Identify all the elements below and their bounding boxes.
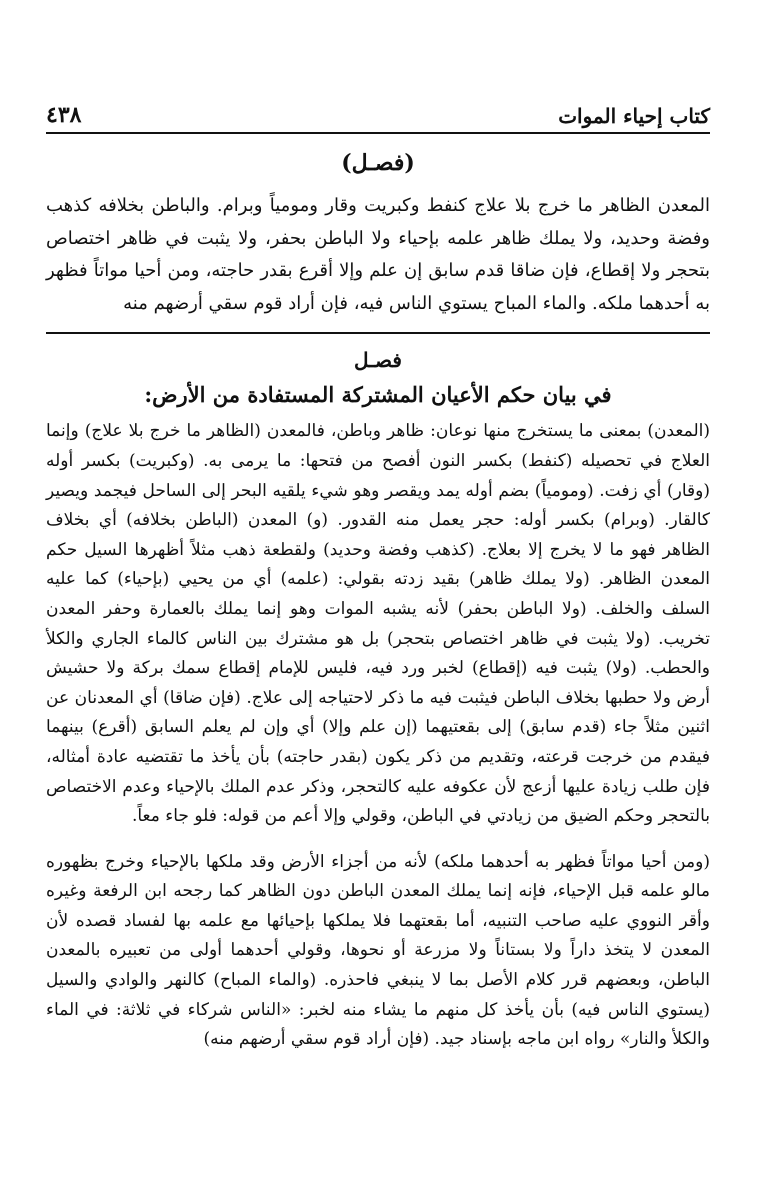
page-header: [46, 86, 710, 134]
section-divider: [46, 332, 710, 334]
running-title: كتاب إحياء الموات: [558, 104, 710, 128]
sharh-subheading: في بيان حكم الأعيان المشتركة المستفادة من الأرض:: [144, 382, 612, 408]
matn-text: المعدن الظاهر ما خرج بلا علاج كنفط وكبريت وقار ومومياً وبرام. والباطن بخلافه كذهب وفضة وحديد، ولا يملك ظاهر علمه بإحياء ولا الباطن بحفر، ولا يثبت في ظاهر اختصاص بتحجر ولا إقطاع، فإن ضاقا قدم سابق إن علم وإلا أقرع بقدر حاجته، ومن أحيا مواتاً فظهر به أحدهما ملكه. والماء المباح يستوي الناس فيه، فإن أراد قوم سقي أرضهم منه: [46, 195, 710, 314]
matn-heading: (فصـل): [341, 150, 415, 176]
page-number: ٤٣٨: [46, 102, 82, 128]
sharh-paragraph-2: (ومن أحيا مواتاً فظهر به أحدهما ملكه) لأنه من أجزاء الأرض وقد ملكها بالإحياء وخرج بظهوره مالو علمه قبل الإحياء، فإنه إنما يملك المعدن الباطن دون الظاهر كما رجحه ابن الرفعة وغيره وأقر النووي عليه صاحب التنبيه، أما بقعتهما فلا يملكها بإحيائها مع علمه بها لفساد قصده لأن المعدن لا يتخذ داراً ولا بستاناً ولا مزرعة أو نحوها، وقولي أحدهما أولى من تعبيره بالمعدن الباطن، وبعضهم قرر كلام الأصل بما لا ينبغي فاحذره. (والماء المباح) كالنهر والوادي والسيل (يستوي الناس فيه) بأن يأخذ كل منهم ما يشاء منه لخبر: «الناس شركاء في ثلاثة: في الماء والكلأ والنار» رواه ابن ماجه بإسناد جيد. (فإن أراد قوم سقي أرضهم منه): [46, 851, 710, 1050]
sharh-heading: فصـل: [354, 348, 402, 373]
sharh-paragraph-1: (المعدن) بمعنى ما يستخرج منها نوعان: ظاهر وباطن، فالمعدن (الظاهر ما خرج بلا علاج) وإنما العلاج في تحصيله (كنفط) بكسر النون أفصح من فتحها: ما يرمى به. (وكبريت) بكسر أوله (وقار) أي زفت. (ومومياً) بضم أوله يمد ويقصر وهو شيء يلقيه البحر إلى الساحل فيجمد ويصير كالقار. (وبرام) بكسر أوله: حجر يعمل منه القدور. (و) المعدن (الباطن بخلافه) أي بخلاف الظاهر فهو ما لا يخرج إلا بعلاج. (كذهب وفضة وحديد) ولقطعة ذهب مثلاً أظهرها السيل حكم المعدن الظاهر. (ولا يملك ظاهر) بقيد زدته بقولي: (علمه) أي من يحيي (بإحياء) كما عليه السلف والخلف. (ولا الباطن بحفر) لأنه يشبه الموات وهو إنما يملك بالعمارة وحفر المعدن تخريب. (ولا يثبت في ظاهر اختصاص بتحجر) بل هو مشترك بين الناس كالماء الجاري والكلأ والحطب. (ولا) يثبت فيه (إقطاع) لخبر ورد فيه، فليس للإمام إقطاع سمك بركة ولا حشيش أرض ولا حطبها بخلاف الباطن فيثبت فيه ما ذكر لاحتياجه إلى علاج. (فإن ضاقا) أي المعدنان عن اثنين مثلاً جاء (قدم سابق) إلى بقعتيهما (إن علم وإلا) أي وإن لم يعلم السابق (أقرع) بينهما فيقدم من خرجت قرعته، وتقديم من ذكر يكون (بقدر حاجته) بأن يأخذ ما تقتضيه عادة أمثاله، فإن طلب زيادة عليها أزعج لأن عكوفه عليه كالتحجر، وذكر عدم الملك بالإحياء وعدم الاختصاص بالتحجر وحكم الضيق من زيادتي في الباطن، وقولي وإلا أعم من قوله: فلو جاء معاً.: [46, 421, 710, 827]
